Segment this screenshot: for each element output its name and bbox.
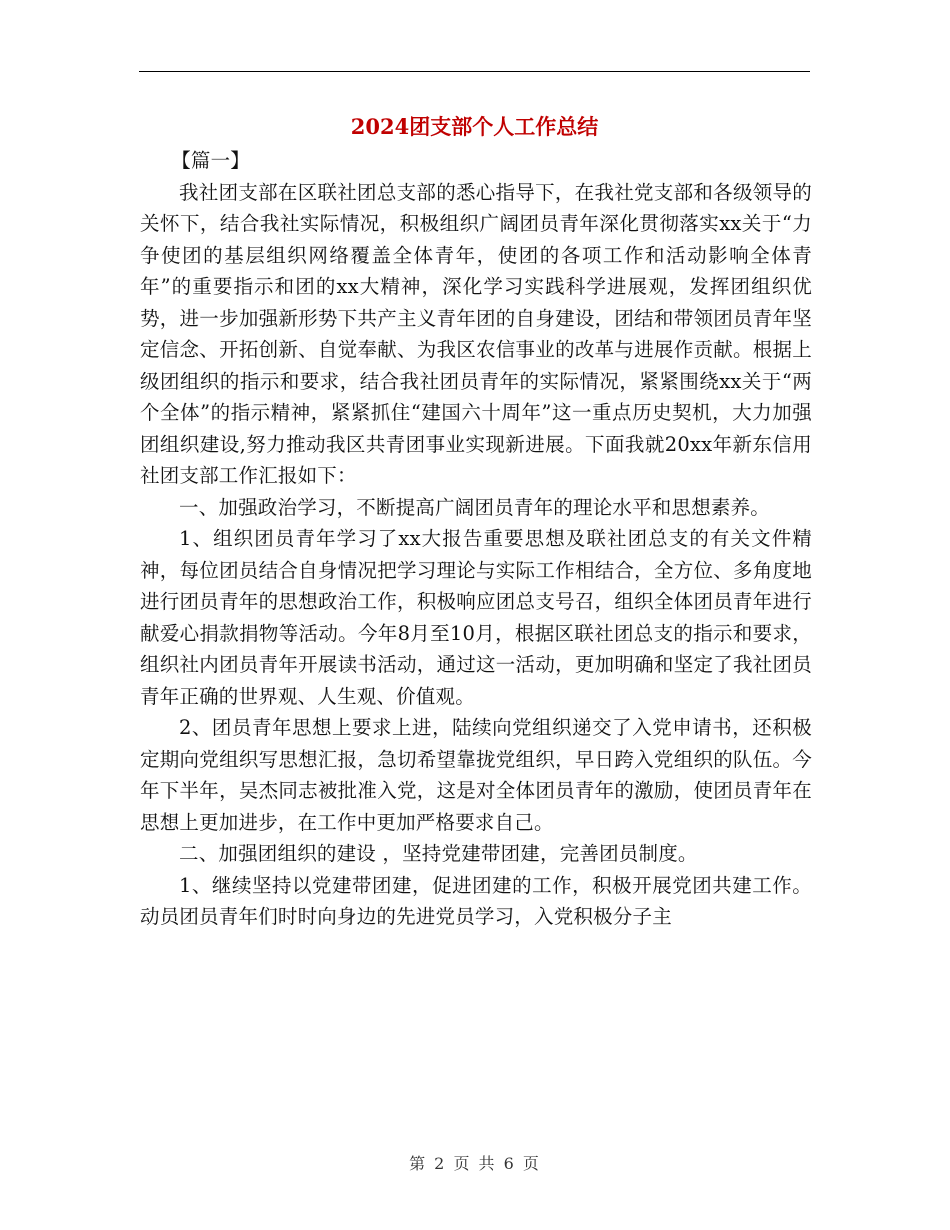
document-body <box>140 145 812 933</box>
header-rule <box>139 71 810 72</box>
paragraph: 二、加强团组织的建设 ，坚持党建带团建，完善团员制度。 <box>179 842 698 865</box>
paragraph: 一、加强政治学习，不断提高广阔团员青年的理论水平和思想素养。 <box>179 495 771 519</box>
paragraph: 1、继续坚持以党建带团建，促进团建的工作，积极开展党团共建工作。动员团员青年们时时向身边的先进党员学习，入党积极分子主 <box>140 873 812 928</box>
section-marker: 【篇一】 <box>171 149 250 172</box>
paragraph: 我社团支部在区联社团总支部的悉心指导下，在我社党支部和各级领导的关怀下，结合我社实际情况，积极组织广阔团员青年深化贯彻落实xx关于“力争使团的基层组织网络覆盖全体青年，使团的各项工作和活动影响全体青年”的重要指示和团的xx大精神，深化学习实践科学进展观，发挥团组织优势，进一步加强新形势下共产主义青年团的自身建设，团结和带领团员青年坚定信念、开拓创新、自觉奉献、为我区农信事业的改革与进展作贡献。根据上级团组织的指示和要求，结合我社团员青年的实际情况，紧紧围绕xx关于“两个全体”的指示精神，紧紧抓住“建国六十周年”这一重点历史契机，大力加强团组织建设,努力推动我区共青团事业实现新进展。下面我就20xx年新东信用社团支部工作汇报如下： <box>140 180 812 487</box>
paragraph: 2、团员青年思想上要求上进，陆续向党组织递交了入党申请书，还积极定期向党组织写思想汇报，急切希望靠拢党组织，早日跨入党组织的队伍。今年下半年，吴杰同志被批准入党，这是对全体团员青年的激励，使团员青年在思想上更加进步，在工作中更加严格要求自己。 <box>140 716 812 834</box>
document-title: 2024团支部个人工作总结 <box>350 114 599 139</box>
page-number-footer: 第 2 页 共 6 页 <box>409 1154 541 1173</box>
paragraph: 1、组织团员青年学习了xx大报告重要思想及联社团总支的有关文件精神，每位团员结合自身情况把学习理论与实际工作相结合，全方位、多角度地进行团员青年的思想政治工作，积极响应团总支号召，组织全体团员青年进行献爱心捐款捐物等活动。今年8月至10月，根据区联社团总支的指示和要求，组织社内团员青年开展读书活动，通过这一活动，更加明确和坚定了我社团员青年正确的世界观、人生观、价值观。 <box>140 527 812 708</box>
